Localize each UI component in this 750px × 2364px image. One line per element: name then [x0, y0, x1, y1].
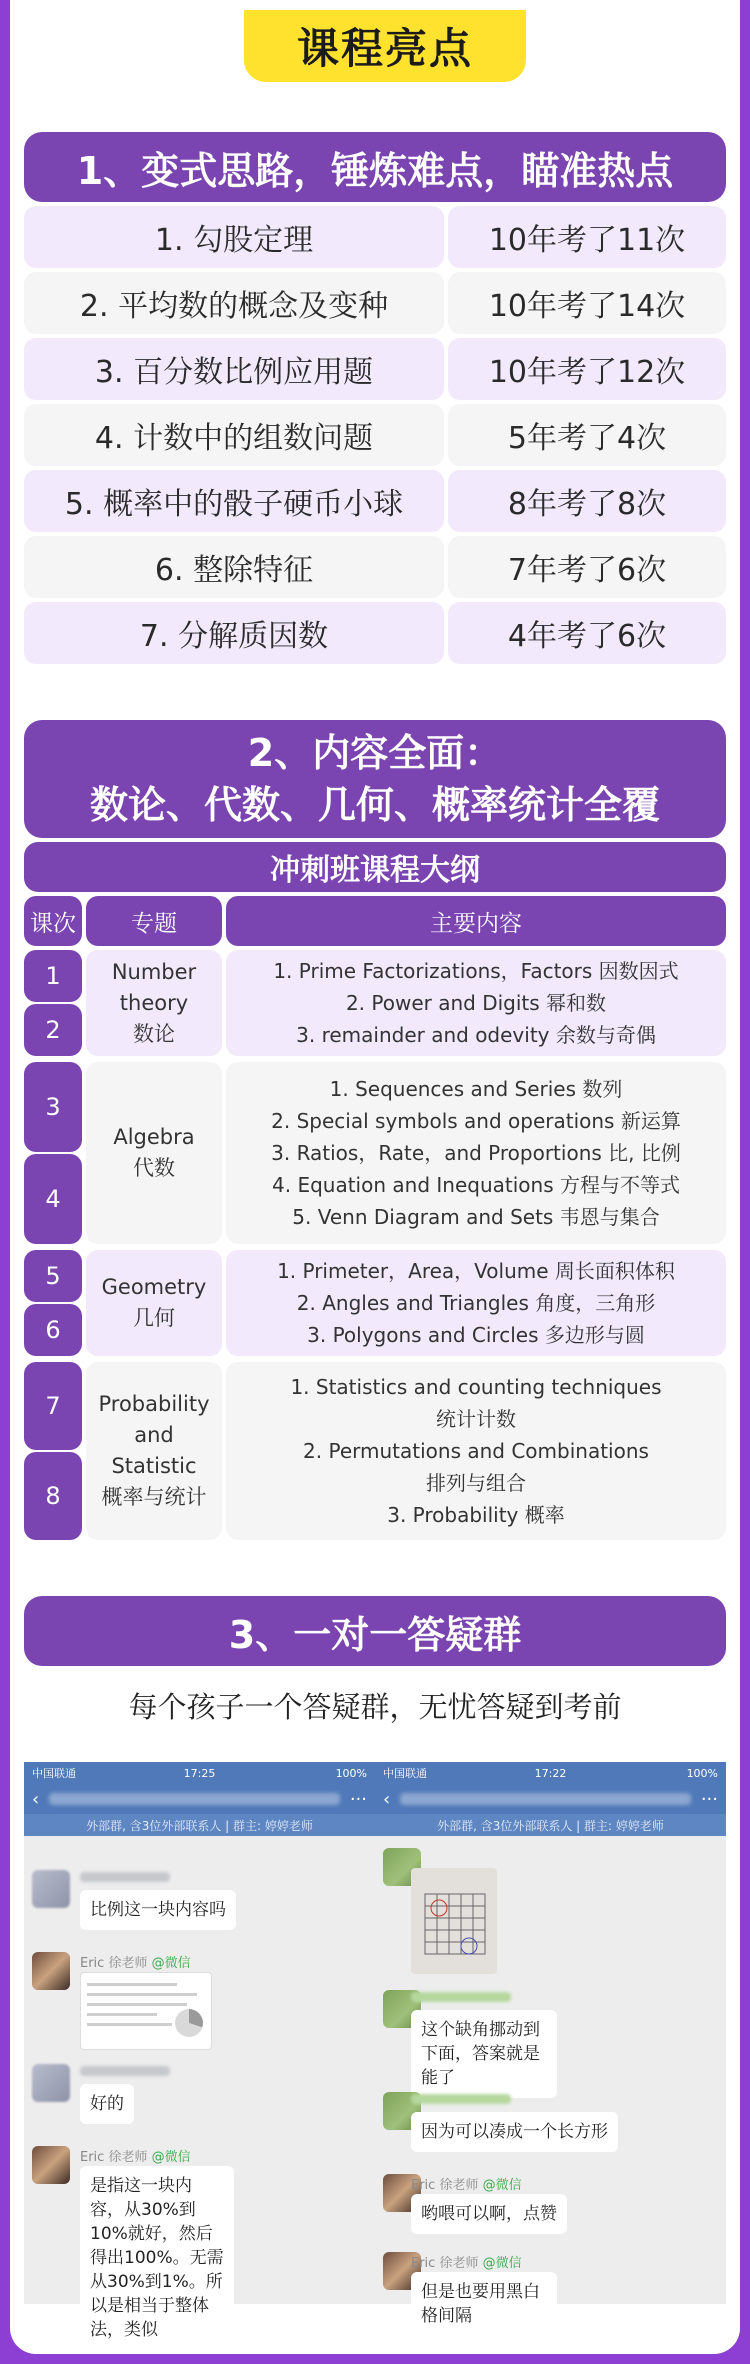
avatar[interactable]: [32, 2146, 70, 2184]
topic-row: [24, 404, 726, 466]
lesson-number: 1: [24, 950, 82, 1002]
sender-name-blurred: [411, 1992, 511, 2002]
topic-number-theory: [86, 950, 222, 1056]
content-line: 3. remainder and odevity 余数与奇偶: [296, 1023, 656, 1047]
lesson-number: 8: [24, 1452, 82, 1540]
message-bubble: 比例这一块内容吗: [80, 1890, 236, 1930]
topic-row: [24, 536, 726, 598]
header-content: 主要内容: [226, 896, 726, 946]
topic-row: [24, 470, 726, 532]
lesson-number: 7: [24, 1362, 82, 1450]
topic-algebra: [86, 1062, 222, 1244]
outline-title: 冲刺班课程大纲: [24, 842, 726, 892]
section2-heading-line2: 数论、代数、几何、概率统计全覆: [89, 783, 660, 827]
carrier-label: 中国联通: [32, 1767, 76, 1780]
sender-name: [80, 1952, 191, 1971]
sender-name-blurred: [80, 2066, 170, 2076]
content-line: 1. Sequences and Series 数列: [329, 1077, 623, 1101]
lesson-number: 3: [24, 1062, 82, 1152]
avatar[interactable]: [32, 1870, 70, 1908]
topic-frequency: 10年考了12次: [448, 338, 726, 400]
teacher-name: Eric 徐老师: [80, 2150, 148, 2165]
content-line: 2. Power and Digits 幂和数: [345, 991, 607, 1015]
topic-row: [24, 272, 726, 334]
topic-frequency: 5年考了4次: [448, 404, 726, 466]
message-bubble: 是指这一块内容，从30%到10%就好，然后得出100%。无需从30%到1%。所以是相当于整体法，类似: [80, 2166, 234, 2350]
chat-screenshot-right: [375, 1762, 726, 2326]
sender-name: [411, 2174, 522, 2193]
topic-probability: [86, 1362, 222, 1540]
topic-frequency: 8年考了8次: [448, 470, 726, 532]
message-bubble: 哟喂可以啊，点赞: [411, 2194, 567, 2234]
sender-name-blurred: [80, 1872, 170, 1882]
content-line: 1. Prime Factorizations，Factors 因数因式: [273, 959, 679, 983]
group-info: 外部群, 含3位外部联系人 | 群主: 婷婷老师: [24, 1814, 375, 1836]
content-line: 4. Equation and Inequations 方程与不等式: [272, 1173, 680, 1197]
topic-line: 数论: [132, 1021, 175, 1046]
header-lesson: 课次: [24, 896, 82, 946]
topic-line: Geometry: [101, 1275, 207, 1299]
section3-heading: 3、一对一答疑群: [24, 1596, 726, 1666]
topic-line: theory: [119, 990, 189, 1015]
clock: 17:22: [534, 1766, 567, 1780]
chat-title-blurred: [49, 1793, 340, 1805]
chat-screenshot-left: [24, 1762, 375, 2340]
topic-name: 5. 概率中的骰子硬币小球: [24, 470, 444, 532]
topic-frequency: 10年考了11次: [448, 206, 726, 268]
topic-row: [24, 206, 726, 268]
carrier-label: 中国联通: [383, 1767, 427, 1780]
sender-name: [411, 2252, 522, 2271]
group-info: 外部群, 含3位外部联系人 | 群主: 婷婷老师: [375, 1814, 726, 1836]
sender-name-blurred: [411, 2094, 511, 2104]
content-line: 1. Statistics and counting techniques: [290, 1375, 662, 1399]
message-bubble: 好的: [80, 2084, 134, 2124]
content-line: 排列与组合: [426, 1471, 526, 1495]
chat-nav-bar: [24, 1784, 375, 1814]
topic-line: Statistic: [111, 1454, 197, 1478]
teacher-name: Eric 徐老师: [411, 2256, 479, 2271]
content-line: 5. Venn Diagram and Sets 韦恩与集合: [292, 1205, 660, 1229]
content-line: 1. Primeter，Area，Volume 周长面积体积: [277, 1259, 675, 1283]
grid-drawing: [411, 1868, 497, 1974]
more-icon[interactable]: ···: [700, 1788, 718, 1810]
topic-name: 1. 勾股定理: [24, 206, 444, 268]
topic-frequency: 4年考了6次: [448, 602, 726, 664]
page-title: 课程亮点: [244, 10, 526, 82]
lesson-number: 2: [24, 1004, 82, 1056]
topic-name: 2. 平均数的概念及变种: [24, 272, 444, 334]
topic-geometry: [86, 1250, 222, 1356]
header-topic: 专题: [86, 896, 222, 946]
content-line: 3. Polygons and Circles 多边形与圆: [307, 1323, 645, 1347]
lesson-number: 5: [24, 1250, 82, 1302]
topic-line: Number: [111, 959, 197, 984]
content-number-theory: [226, 950, 726, 1056]
topic-name: 6. 整除特征: [24, 536, 444, 598]
wechat-tag: @微信: [151, 2150, 191, 2165]
topic-line: 代数: [132, 1156, 175, 1180]
content-geometry: [226, 1250, 726, 1356]
topic-line: Probability: [98, 1392, 210, 1416]
content-probability: [226, 1362, 726, 1540]
topic-row: [24, 338, 726, 400]
content-line: 3. Probability 概率: [387, 1503, 565, 1527]
section2-heading: [24, 720, 726, 838]
topic-row: [24, 602, 726, 664]
section1-heading: 1、变式思路，锤炼难点，瞄准热点: [24, 132, 726, 202]
chat-title-blurred: [400, 1793, 691, 1805]
teacher-name: Eric 徐老师: [80, 1956, 148, 1971]
section2-heading-line1: 2、内容全面：: [247, 731, 503, 775]
topic-name: 4. 计数中的组数问题: [24, 404, 444, 466]
topic-name: 3. 百分数比例应用题: [24, 338, 444, 400]
grid-photo-image[interactable]: [411, 1868, 497, 1974]
avatar[interactable]: [32, 2064, 70, 2102]
content-line: 3. Ratios，Rate，and Proportions 比, 比例: [271, 1141, 681, 1165]
topic-line: 概率与统计: [101, 1485, 207, 1509]
topic-frequency: 10年考了14次: [448, 272, 726, 334]
message-bubble: 因为可以凑成一个长方形: [411, 2112, 618, 2152]
wechat-tag: @微信: [151, 1956, 191, 1971]
status-bar: [24, 1762, 375, 1784]
clock: 17:25: [183, 1766, 216, 1780]
back-icon[interactable]: ‹: [32, 1788, 40, 1810]
wechat-tag: @微信: [482, 2178, 522, 2193]
topic-frequency: 7年考了6次: [448, 536, 726, 598]
lesson-number: 6: [24, 1304, 82, 1356]
status-bar: [375, 1762, 726, 1784]
avatar[interactable]: [32, 1952, 70, 1990]
topic-line: Algebra: [113, 1125, 195, 1149]
battery-label: 100%: [335, 1766, 368, 1780]
battery-label: 100%: [686, 1766, 719, 1780]
chat-nav-bar: [375, 1784, 726, 1814]
teacher-name: Eric 徐老师: [411, 2178, 479, 2193]
back-icon[interactable]: ‹: [383, 1788, 391, 1810]
content-line: 2. Special symbols and operations 新运算: [271, 1109, 681, 1133]
document-image[interactable]: [80, 1972, 212, 2050]
wechat-tag: @微信: [482, 2256, 522, 2271]
topic-line: and: [134, 1423, 174, 1447]
topic-name: 7. 分解质因数: [24, 602, 444, 664]
section3-subtitle: 每个孩子一个答疑群，无忧答疑到考前: [128, 1689, 622, 1724]
sender-name: [80, 2146, 191, 2165]
content-line: 2. Angles and Triangles 角度，三角形: [296, 1291, 656, 1315]
content-line: 2. Permutations and Combinations: [303, 1439, 649, 1463]
lesson-number: 4: [24, 1154, 82, 1244]
message-bubble: 但是也要用黑白格间隔: [411, 2272, 557, 2336]
content-line: 统计计数: [436, 1407, 516, 1431]
more-icon[interactable]: ···: [349, 1788, 367, 1810]
topic-line: 几何: [133, 1306, 175, 1330]
message-bubble: 这个缺角挪动到下面，答案就是能了: [411, 2010, 557, 2098]
content-algebra: [226, 1062, 726, 1244]
